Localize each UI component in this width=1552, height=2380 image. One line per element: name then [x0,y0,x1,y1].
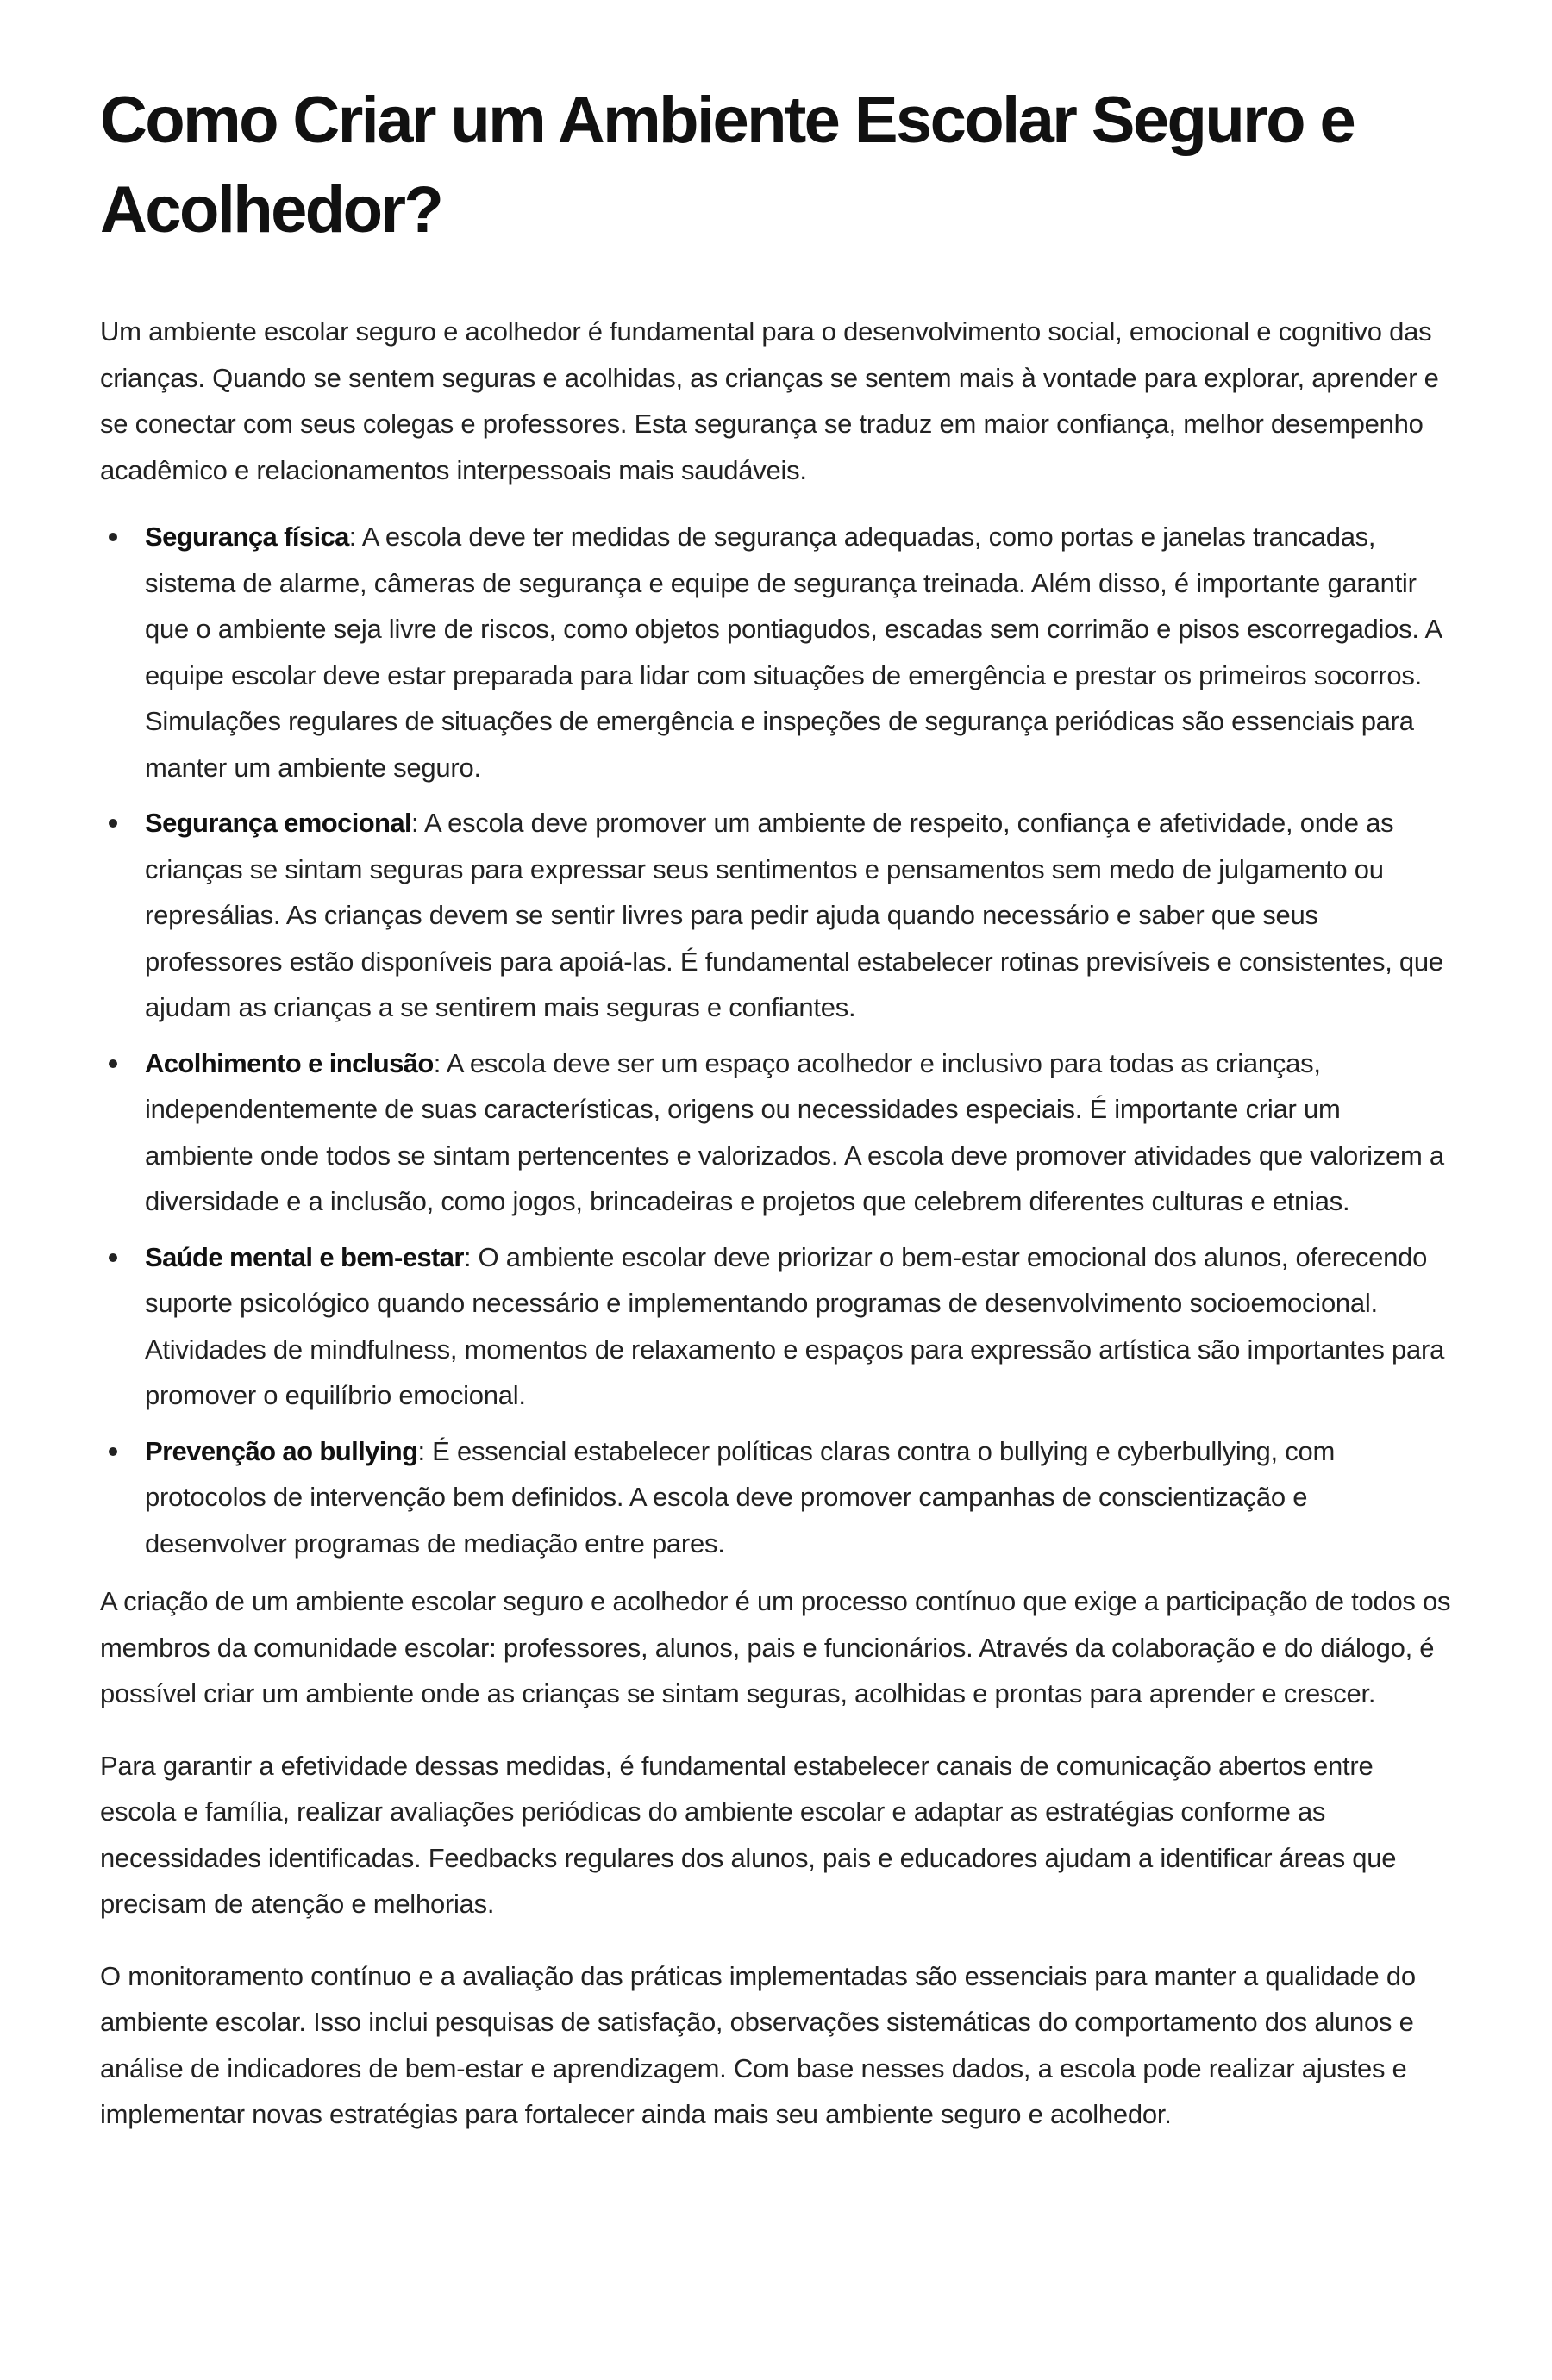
list-item-text: : O ambiente escolar deve priorizar o bem-estar emocional dos alunos, oferecendo suporte psicológico quando necessário e implementando programas de desenvolvimento socioemocional. Atividades de mindfulness, momentos de relaxamento e espaços para expressão artística são importantes para promover o equilíbrio emocional. [145,1241,1445,1410]
key-points-list [100,514,1452,1566]
bullet-icon [109,819,117,828]
bullet-icon [109,1447,117,1456]
bullet-icon [109,1059,117,1068]
article-title: Como Criar um Ambiente Escolar Seguro e Acolhedor? [100,84,1355,247]
list-item-text: : A escola deve ser um espaço acolhedor e inclusivo para todas as crianças, independentemente de suas características, origens ou necessidades especiais. É importante criar um ambiente onde todos se sintam pertencentes e valorizados. A escola deve promover atividades que valorizem a diversidade e a inclusão, como jogos, brincadeiras e projetos que celebrem diferentes culturas e etnias. [145,1047,1444,1216]
bullet-icon [109,533,117,541]
bullet-icon [109,1253,117,1262]
list-item [100,1040,1452,1225]
list-item [100,1234,1452,1419]
intro-paragraph: Um ambiente escolar seguro e acolhedor é fundamental para o desenvolvimento social, emocional e cognitivo das crianças. Quando se sentem seguras e acolhidas, as crianças se sentem mais à vontade para explorar, aprender e se conectar com seus colegas e professores. Esta segurança se traduz em maior confiança, melhor desempenho acadêmico e relacionamentos interpessoais mais saudáveis. [100,316,1439,485]
list-item-text: : É essencial estabelecer políticas claras contra o bullying e cyberbullying, com protocolos de intervenção bem definidos. A escola deve promover campanhas de conscientização e desenvolver programas de mediação entre pares. [145,1435,1336,1559]
list-item [100,800,1452,1031]
list-item-term: Segurança emocional [145,808,412,838]
body-paragraph-monitoring: O monitoramento contínuo e a avaliação das práticas implementadas são essenciais para manter a qualidade do ambiente escolar. Isso inclui pesquisas de satisfação, observações sistemáticas do comportamento dos alunos e análise de indicadores de bem-estar e aprendizagem. Com base nesses dados, a escola pode realizar ajustes e implementar novas estratégias para fortalecer ainda mais seu ambiente seguro e acolhedor. [100,1960,1416,2129]
list-item-term: Segurança física [145,522,349,552]
body-paragraph-communication: Para garantir a efetividade dessas medidas, é fundamental estabelecer canais de comunicação abertos entre escola e família, realizar avaliações periódicas do ambiente escolar e adaptar as estratégias conforme as necessidades identificadas. Feedbacks regulares dos alunos, pais e educadores ajudam a identificar áreas que precisam de atenção e melhorias. [100,1750,1397,1919]
list-item-text: : A escola deve ter medidas de segurança adequadas, como portas e janelas trancadas, sistema de alarme, câmeras de segurança e equipe de segurança treinada. Além disso, é importante garantir que o ambiente seja livre de riscos, como objetos pontiagudos, escadas sem corrimão e pisos escorregadios. A equipe escolar deve estar preparada para lidar com situações de emergência e prestar os primeiros socorros. Simulações regulares de situações de emergência e inspeções de segurança periódicas são essenciais para manter um ambiente seguro. [145,522,1442,783]
body-paragraph-participation: A criação de um ambiente escolar seguro e acolhedor é um processo contínuo que exige a participação de todos os membros da comunidade escolar: professores, alunos, pais e funcionários. Através da colaboração e do diálogo, é possível criar um ambiente onde as crianças se sintam seguras, acolhidas e prontas para aprender e crescer. [100,1586,1451,1708]
list-item-text: : A escola deve promover um ambiente de respeito, confiança e afetividade, onde as crianças se sintam seguras para expressar seus sentimentos e pensamentos sem medo de julgamento ou represálias. As crianças devem se sentir livres para pedir ajuda quando necessário e saber que seus professores estão disponíveis para apoiá-las. É fundamental estabelecer rotinas previsíveis e consistentes, que ajudam as crianças a se sentirem mais seguras e confiantes. [145,808,1443,1022]
list-item-term: Saúde mental e bem-estar [145,1241,464,1272]
list-item [100,1428,1452,1567]
list-item [100,514,1452,790]
list-item-term: Acolhimento e inclusão [145,1047,434,1078]
list-item-term: Prevenção ao bullying [145,1435,418,1466]
